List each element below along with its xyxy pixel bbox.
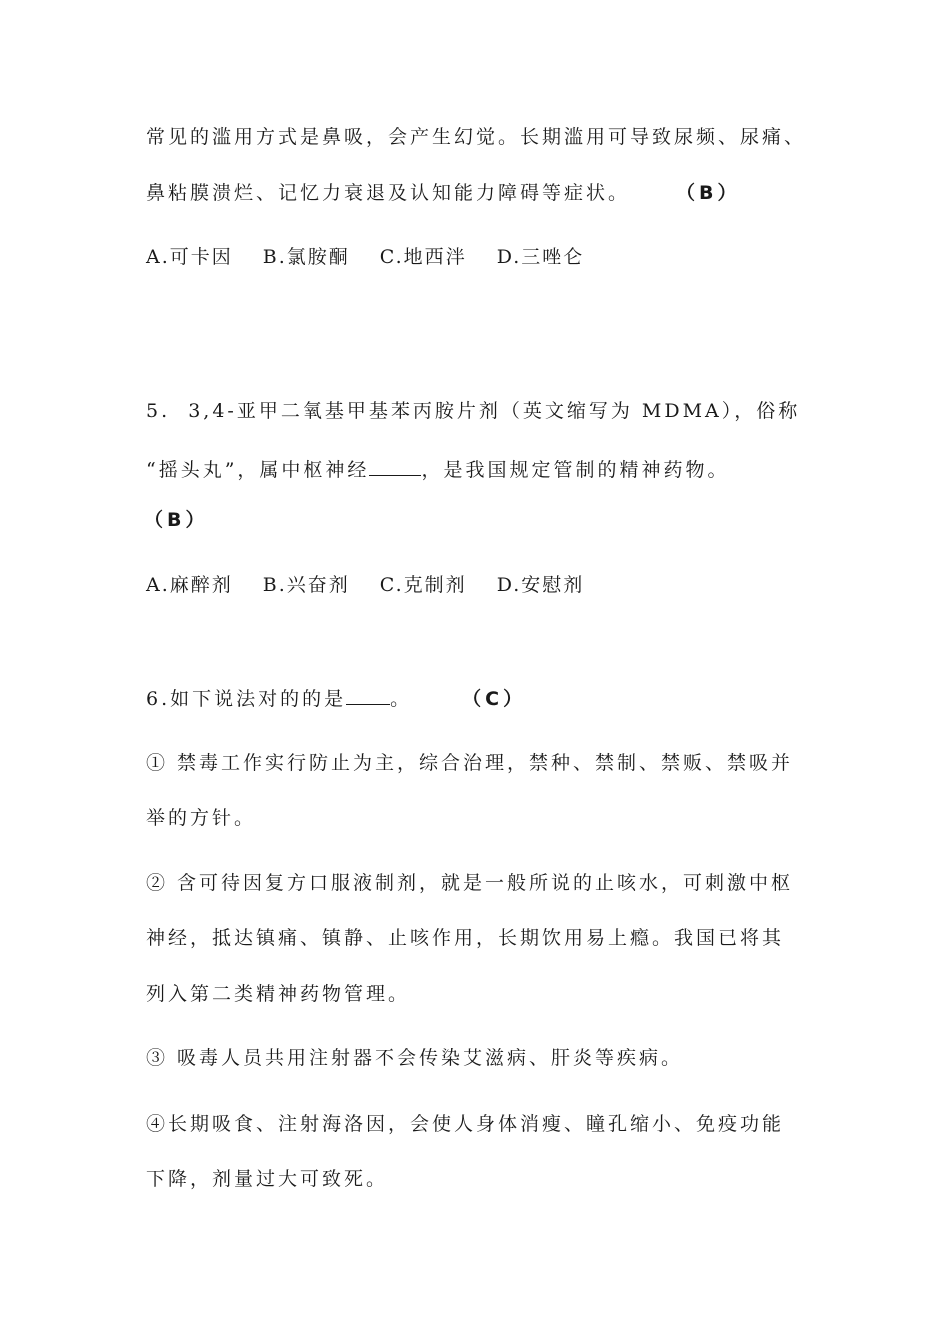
- q6-statement-4-line-2: 下降，剂量过大可致死。: [146, 1168, 389, 1190]
- q5-option-d: D.安慰剂: [496, 574, 585, 596]
- q4-option-b: B.氯胺酮: [262, 246, 350, 268]
- q6-statement-4-line-1: ④长期吸食、注射海洛因，会使人身体消瘦、瞳孔缩小、免疫功能: [146, 1113, 785, 1135]
- q4-stem-line-1: 常见的滥用方式是鼻吸，会产生幻觉。长期滥用可导致尿频、尿痛、: [146, 126, 807, 148]
- q5-answer: （B）: [144, 509, 209, 531]
- q6-stem-after: 。: [390, 688, 413, 710]
- q6-statement-2-line-1: ② 含可待因复方口服液制剂，就是一般所说的止咳水，可刺激中枢: [146, 872, 794, 894]
- q5-stem-line-1: 5. 3,4-亚甲二氧基甲基苯丙胺片剂（英文缩写为 MDMA），俗称: [146, 400, 801, 422]
- q5-stem-line-2-before: “摇头丸”，属中枢神经: [146, 459, 370, 481]
- q5-options: [146, 572, 584, 598]
- q4-stem-line-2-text: 鼻粘膜溃烂、记忆力衰退及认知能力障碍等症状。: [146, 182, 631, 204]
- q5-option-c: C.克制剂: [379, 574, 467, 596]
- q6-blank: [346, 684, 390, 705]
- q6-stem-before: 6.如下说法对的的是: [146, 688, 347, 710]
- q5-option-b: B.兴奋剂: [262, 574, 350, 596]
- q6-answer: （C）: [462, 688, 527, 710]
- q6-statement-1-line-1: ① 禁毒工作实行防止为主，综合治理，禁种、禁制、禁贩、禁吸并: [146, 752, 794, 774]
- q4-options: [146, 244, 584, 270]
- q4-option-a: A.可卡因: [146, 246, 233, 268]
- q5-stem-line-2-after: ，是我国规定管制的精神药物。: [421, 459, 730, 481]
- q5-blank: [369, 455, 421, 476]
- q5-stem-line-2: [146, 455, 729, 483]
- q6-statement-2-line-3: 列入第二类精神药物管理。: [146, 983, 411, 1005]
- q5-option-a: A.麻醉剂: [146, 574, 233, 596]
- q4-option-c: C.地西泮: [379, 246, 467, 268]
- q6-stem: [146, 684, 526, 712]
- q6-statement-2-line-2: 神经，抵达镇痛、镇静、止咳作用，长期饮用易上瘾。我国已将其: [146, 927, 785, 949]
- q4-stem-line-2: [146, 180, 741, 206]
- q4-answer: （B）: [676, 182, 741, 204]
- q6-statement-1-line-2: 举的方针。: [146, 807, 257, 829]
- q6-statement-3-line-1: ③ 吸毒人员共用注射器不会传染艾滋病、肝炎等疾病。: [146, 1047, 684, 1069]
- q4-option-d: D.三唑仑: [496, 246, 585, 268]
